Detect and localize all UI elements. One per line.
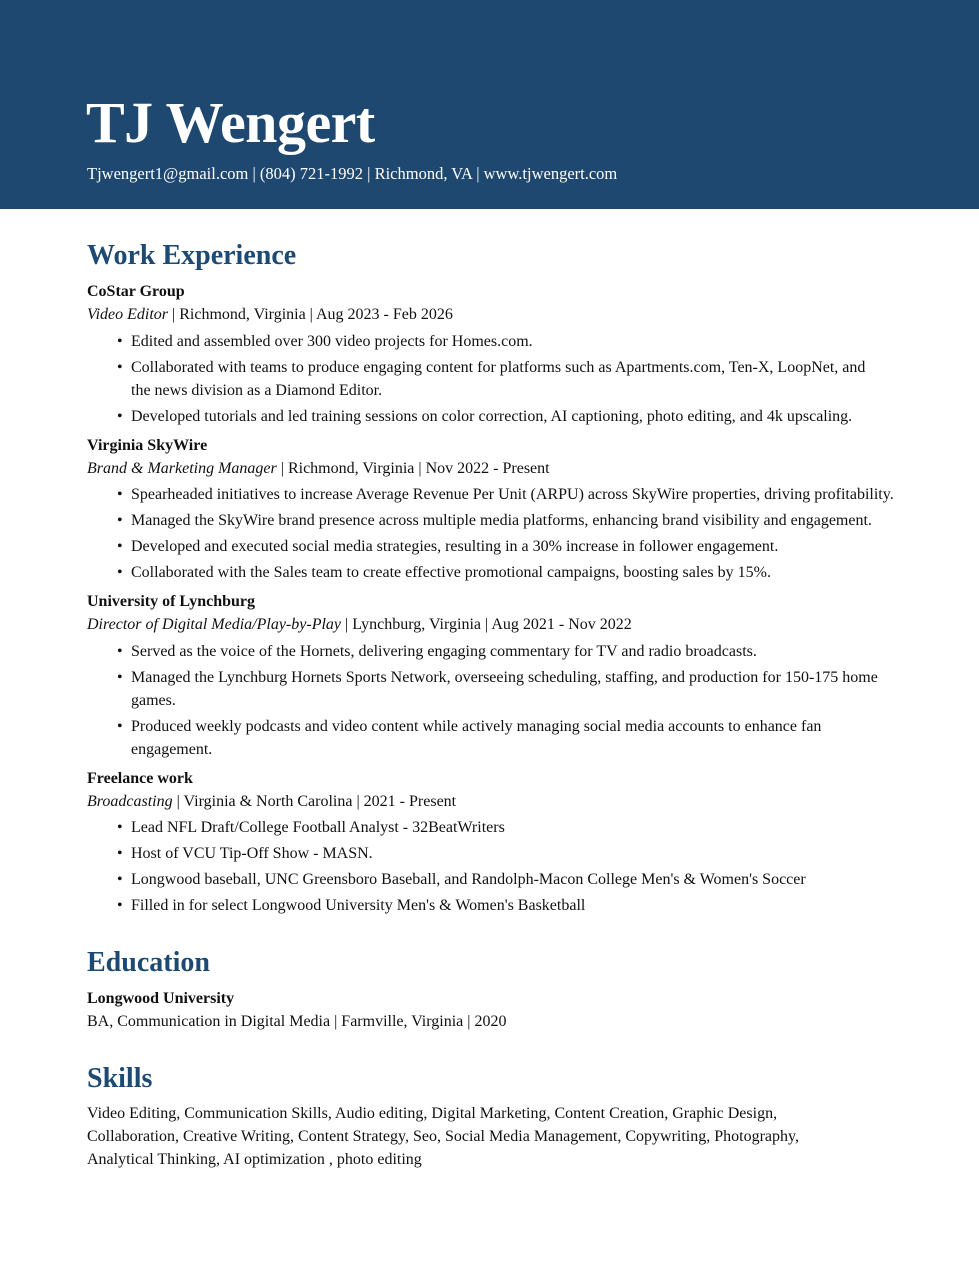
bullet-text: Filled in for select Longwood University Men's & Women's Basketball: [131, 897, 586, 914]
bullet-icon: •: [117, 407, 123, 425]
resume-body: [87, 209, 927, 1171]
bullet-item: [87, 842, 927, 865]
bullet-list: [87, 330, 927, 428]
job-title: Broadcasting: [87, 792, 173, 810]
bullet-item: [87, 666, 927, 712]
job-title: Video Editor: [87, 306, 169, 323]
skills-heading: Skills: [87, 1062, 153, 1094]
job-list: [87, 280, 927, 917]
bullet-icon: •: [117, 486, 123, 503]
job-details: | Virginia & North Carolina | 2021 - Present: [172, 792, 457, 810]
bullet-item: [87, 715, 927, 761]
bullet-text: Longwood baseball, UNC Greensboro Baseball, and Randolph-Macon College Men's & Women's Soccer: [131, 871, 806, 888]
bullet-item: [87, 868, 927, 891]
bullet-item: [87, 640, 927, 663]
job-role-line: [87, 457, 927, 480]
bullet-list: [87, 640, 927, 761]
company-name: University of Lynchburg: [87, 593, 256, 610]
bullet-icon: •: [117, 819, 123, 836]
job-role-line: [87, 613, 927, 636]
school-name: Longwood University: [87, 990, 235, 1007]
bullet-item: [87, 535, 927, 558]
job-role-line: [87, 303, 927, 326]
header-banner: [0, 0, 979, 209]
bullet-text: Spearheaded initiatives to increase Average Revenue Per Unit (ARPU) across SkyWire properties, driving profitability.: [131, 486, 894, 503]
job-entry: [87, 767, 927, 918]
bullet-list: [87, 816, 927, 917]
bullet-text: Developed and executed social media strategies, resulting in a 30% increase in follower engagement.: [131, 538, 779, 555]
skills-line: Collaboration, Creative Writing, Content Strategy, Seo, Social Media Management, Copywriting, Photography,: [87, 1128, 799, 1145]
bullet-text: Served as the voice of the Hornets, delivering engaging commentary for TV and radio broadcasts.: [131, 642, 757, 660]
job-details: | Richmond, Virginia | Aug 2023 - Feb 2026: [168, 306, 453, 323]
bullet-item: [87, 561, 927, 584]
bullet-item: [87, 816, 927, 839]
bullet-icon: •: [117, 717, 123, 735]
bullet-text: Host of VCU Tip-Off Show - MASN.: [131, 845, 373, 862]
company-name: Freelance work: [87, 769, 193, 787]
skills-line: Analytical Thinking, AI optimization , photo editing: [87, 1151, 422, 1168]
bullet-item: [87, 483, 927, 506]
bullet-item: [87, 509, 927, 532]
bullet-text: Collaborated with the Sales team to create effective promotional campaigns, boosting sales by 15%.: [131, 564, 771, 581]
bullet-icon: •: [117, 512, 123, 529]
bullet-list: [87, 483, 927, 584]
skills-list: [87, 1102, 927, 1171]
bullet-icon: •: [117, 668, 123, 686]
job-role-line: [87, 790, 927, 813]
bullet-text: the news division as a Diamond Editor.: [131, 381, 383, 399]
bullet-item: [87, 356, 927, 402]
job-title: Director of Digital Media/Play-by-Play: [87, 616, 342, 633]
bullet-icon: •: [117, 332, 123, 350]
bullet-icon: •: [117, 538, 123, 555]
skills-line: Video Editing, Communication Skills, Audio editing, Digital Marketing, Content Creation, Graphic Design,: [87, 1105, 778, 1122]
education-heading: Education: [87, 946, 210, 978]
bullet-text: Collaborated with teams to produce engaging content for platforms such as Apartments.com, Ten-X, LoopNet, and: [131, 358, 866, 376]
bullet-icon: •: [117, 564, 123, 581]
bullet-text: games.: [131, 691, 176, 709]
bullet-text: Managed the Lynchburg Hornets Sports Network, overseeing scheduling, staffing, and production for 150-175 home: [131, 668, 878, 686]
job-entry: [87, 434, 927, 585]
contact-info: Tjwengert1@gmail.com | (804) 721-1992 | Richmond, VA | www.tjwengert.com: [87, 164, 618, 183]
job-entry: [87, 590, 927, 761]
bullet-icon: •: [117, 358, 123, 376]
bullet-text: Produced weekly podcasts and video content while actively managing social media accounts to enhance fan: [131, 717, 822, 735]
job-entry: [87, 280, 927, 428]
bullet-icon: •: [117, 845, 123, 862]
bullet-text: Managed the SkyWire brand presence across multiple media platforms, enhancing brand visibility and engagement.: [131, 512, 872, 529]
degree-info: BA, Communication in Digital Media | Farmville, Virginia | 2020: [87, 1013, 507, 1030]
bullet-item: [87, 405, 927, 428]
bullet-item: [87, 330, 927, 353]
bullet-icon: •: [117, 871, 123, 888]
bullet-icon: •: [117, 642, 123, 660]
work-experience-heading: Work Experience: [87, 240, 297, 271]
company-name: CoStar Group: [87, 283, 185, 300]
company-name: Virginia SkyWire: [87, 436, 208, 454]
job-details: | Richmond, Virginia | Nov 2022 - Present: [276, 459, 550, 477]
job-title: Brand & Marketing Manager: [87, 459, 277, 477]
bullet-text: engagement.: [131, 740, 213, 758]
job-details: | Lynchburg, Virginia | Aug 2021 - Nov 2022: [341, 616, 632, 633]
bullet-icon: •: [117, 897, 123, 914]
bullet-text: Lead NFL Draft/College Football Analyst - 32BeatWriters: [131, 819, 505, 836]
candidate-name: TJ Wengert: [86, 90, 375, 155]
bullet-item: [87, 894, 927, 917]
bullet-text: Developed tutorials and led training sessions on color correction, AI captioning, photo editing, and 4k upscaling.: [131, 407, 853, 425]
bullet-text: Edited and assembled over 300 video projects for Homes.com.: [131, 332, 533, 350]
